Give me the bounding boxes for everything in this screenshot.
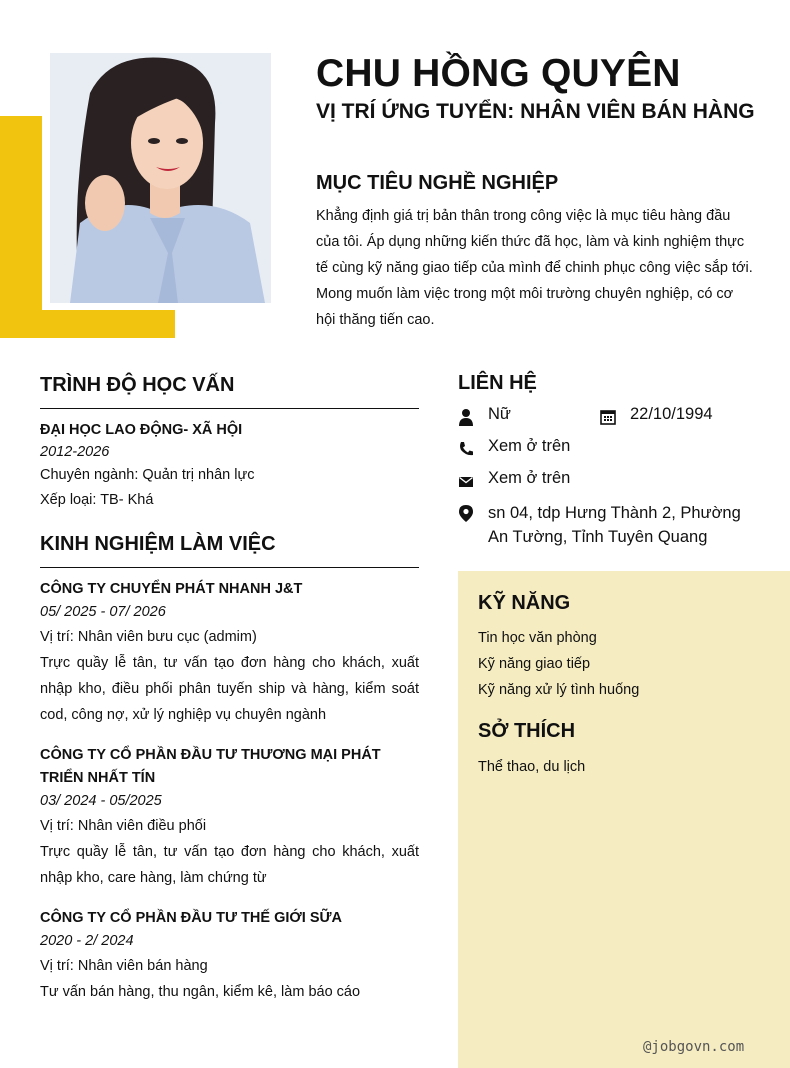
- hobbies-text: Thể thao, du lịch: [478, 759, 586, 775]
- skill-item: Kỹ năng giao tiếp: [478, 656, 591, 672]
- education-entry: [40, 419, 419, 513]
- contact-address: [458, 501, 758, 549]
- email-value: Xem ở trên: [488, 469, 571, 487]
- calendar-icon: [600, 408, 616, 426]
- watermark: @jobgovn.com: [643, 1039, 745, 1055]
- company-name: CÔNG TY CHUYỂN PHÁT NHANH J&T: [40, 581, 303, 597]
- job-role: Vị trí: Nhân viên bán hàng: [40, 958, 208, 974]
- hobbies-title: SỞ THÍCH: [478, 720, 576, 742]
- skill-item: Tin học văn phòng: [478, 630, 597, 646]
- mail-icon: [458, 472, 474, 490]
- job-entry: [40, 907, 419, 1005]
- job-description: Trực quầy lễ tân, tư vấn tạo đơn hàng cho khách, xuất nhập kho, điều phối phân tuyến ship và hàng, kiểm soát cod, công nợ, xử lý nghiệp vụ chuyên ngành: [40, 655, 419, 723]
- contact-birthdate: [600, 405, 713, 426]
- job-period: 2020 - 2/ 2024: [40, 933, 134, 949]
- profile-photo: [50, 53, 271, 303]
- company-name: CÔNG TY CỔ PHẦN ĐẦU TƯ THƯƠNG MẠI PHÁT TRIỂN NHẤT TÍN: [40, 747, 381, 786]
- skills-list: [478, 625, 768, 703]
- contact-gender: [458, 405, 511, 426]
- person-icon: [458, 408, 474, 426]
- phone-icon: [458, 440, 474, 458]
- education-major: Chuyên ngành: Quản trị nhân lực: [40, 467, 255, 483]
- education-divider: [40, 408, 419, 409]
- job-role: Vị trí: Nhân viên bưu cục (admim): [40, 629, 257, 645]
- company-name: CÔNG TY CỔ PHẦN ĐẦU TƯ THẾ GIỚI SỮA: [40, 910, 343, 926]
- job-entry: [40, 578, 419, 728]
- contact-email: [458, 469, 570, 490]
- school-name: ĐẠI HỌC LAO ĐỘNG- XÃ HỘI: [40, 422, 243, 438]
- experience-title: KINH NGHIỆM LÀM VIỆC: [40, 533, 276, 555]
- contact-title: LIÊN HỆ: [458, 372, 537, 394]
- phone-value: Xem ở trên: [488, 437, 571, 455]
- job-period: 05/ 2025 - 07/ 2026: [40, 604, 166, 620]
- accent-block-vertical: [0, 116, 42, 338]
- contact-phone: [458, 437, 570, 458]
- job-description: Trực quầy lễ tân, tư vấn tạo đơn hàng cho khách, xuất nhập kho, care hàng, làm chứng từ: [40, 844, 419, 886]
- birthdate-value: 22/10/1994: [630, 405, 713, 423]
- job-period: 03/ 2024 - 05/2025: [40, 793, 162, 809]
- education-period: 2012-2026: [40, 444, 110, 460]
- job-entry: [40, 744, 419, 891]
- applied-position: VỊ TRÍ ỨNG TUYỂN: NHÂN VIÊN BÁN HÀNG: [316, 100, 755, 123]
- objective-text: Khẳng định giá trị bản thân trong công việc là mục tiêu hàng đầu của tôi. Áp dụng những kiến thức đã học, làm và kinh nghiệm thực tế cùng kỹ năng giao tiếp của mình để chinh phục công việc sắp tới. Mong muốn làm việc trong một môi trường chuyên nghiệp, có cơ hội thăng tiến cao.: [316, 208, 753, 328]
- education-title: TRÌNH ĐỘ HỌC VẤN: [40, 374, 235, 396]
- education-grade: Xếp loại: TB- Khá: [40, 492, 154, 508]
- location-pin-icon: [458, 504, 474, 522]
- gender-value: Nữ: [488, 405, 511, 423]
- skill-item: Kỹ năng xử lý tình huống: [478, 682, 640, 698]
- objective-title: MỤC TIÊU NGHỀ NGHIỆP: [316, 172, 559, 194]
- job-description: Tư vấn bán hàng, thu ngân, kiểm kê, làm báo cáo: [40, 984, 361, 1000]
- experience-divider: [40, 567, 419, 568]
- job-role: Vị trí: Nhân viên điều phối: [40, 818, 207, 834]
- accent-block-horizontal: [0, 310, 175, 338]
- candidate-name: CHU HỒNG QUYÊN: [316, 52, 681, 95]
- experience-list: [40, 578, 419, 1021]
- address-value: sn 04, tdp Hưng Thành 2, Phường An Tường, Tỉnh Tuyên Quang: [488, 504, 741, 546]
- skills-title: KỸ NĂNG: [478, 592, 571, 614]
